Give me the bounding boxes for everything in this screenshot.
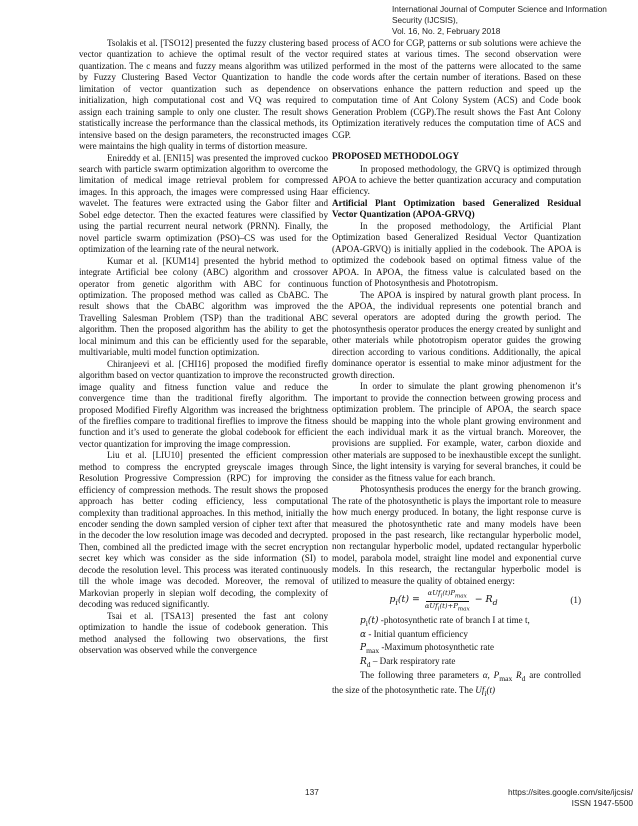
- subsection-heading: Artificial Plant Optimization based Generalized Residual Vector Quantization (APOA-GRVQ): [332, 197, 581, 220]
- paragraph: The APOA is inspired by natural growth plant process. In the APOA, the individual represents one potential branch and several operators are adopted during the growth period. The photosynthesis operator produces the energy created by sunlight and other materials while phototropism operator guides the growing direction according to various conditions. Additionally, the apical dominance operator is essential to make minor adjustment for the growth direction.: [332, 289, 581, 380]
- definition-item: $p_i(t)$ -photosynthetic rate of branch I at time t,: [360, 615, 530, 628]
- paragraph: Tsai et al. [TSA13] presented the fast ant colony optimization to handle the issue of codebook generation. This method analysed the following two observations, the first observation was observed while the convergence: [79, 610, 328, 656]
- equation-number: (1): [570, 595, 581, 606]
- definition-item: α - Initial quantum efficiency: [360, 629, 468, 641]
- footer-info: [423, 787, 633, 809]
- eq-lhs: $p_i(t)$ =: [389, 593, 420, 607]
- paragraph: Kumar et al. [KUM14] presented the hybrid method to integrate Artificial bee colony (ABC) algorithm and crossover operator from genetic algorithm with ABC for continuous optimization. The proposed method was called as CbABC. The result shows that the CbABC algorithm was improved the Travelling Salesman Problem (TSP) than the traditional ABC algorithm. Then the proposed algorithm has the ability to get the local minimum and this can be efficiently used for the separable, multivariable, multi model function optimization.: [79, 255, 328, 358]
- paragraph: The following three parameters α, $P_{max}$ $R_d$ are controlled the size of the photosynthetic rate. The $Uf_i(t)$: [332, 670, 581, 698]
- paragraph: Chiranjeevi et al. [CHI16] proposed the modified firefly algorithm based on vector quantization to improve the reconstructed image quality and fitness function value and reduce the convergence time than the traditional firefly algorithm. The proposed Modified Firefly Algorithm was increased the brightness of the fireflies compare to traditional fireflies to improve the fitness function and it’s used to generate the global codebook for efficient vector quantization for improving the image compression.: [79, 358, 328, 449]
- equation-1: [332, 589, 581, 613]
- paragraph: Enireddy et al. [ENI15] was presented the improved cuckoo search with particle swarm optimization algorithm to overcome the limitation of medical image retrieval problem for compressed images. In this approach, the images were compressed using Haar wavelet. The features were extracted using the Gabor filter and Sobel edge detector. Then the exacted features were classified by using the partial recurrent neural network (PRNN). Finally, the novel particle swarm optimization (PSO)–CS was used for the optimization of the learning rate of the neural network.: [79, 152, 328, 255]
- paragraph: process of ACO for CGP, patterns or sub solutions were achieve the required states at various times. The second observation were performed in the most of the patterns were allocated to the same code words after the certain number of iterations. Based on these observations enhance the pattern reduction and speed up the computation time of Ant Colony System (ACS) and Code book Generation Problem (CGP).The result shows the Fast Ant Colony Optimization iteratively reduces the computation time of ACS and CGP.: [332, 38, 581, 140]
- section-heading: PROPOSED METHODOLOGY: [332, 151, 460, 162]
- paragraph: Photosynthesis produces the energy for the branch growing. The rate of the photosynthetic is plays the important role to measure how much energy produced. In botany, the light response curve is measured the photosynthetic rate and many models have been proposed in the past research, like rectangular hyperbolic model, non rectangular hyperbolic model, updated rectangular hyperbolic model, parabola model, straight line model and exponential curve models. In this research, the rectangular hyperbolic model is utilized to measure the quality of obtained energy:: [332, 484, 581, 586]
- paragraph: In proposed methodology, the GRVQ is optimized through APOA to achieve the better quantization accuracy and computation efficiency.: [332, 163, 581, 197]
- footer-url: https://sites.google.com/site/ijcsis/: [508, 787, 633, 797]
- eq-fraction: $\frac{\alpha Uf_i(t)P_{max}}{\alpha Uf_i(t)+P_{max}}$: [424, 589, 470, 613]
- journal-volume: Vol. 16, No. 2, February 2018: [392, 26, 501, 36]
- left-column: [79, 38, 328, 656]
- paragraph: In order to simulate the plant growing phenomenon it’s important to provide the connection between growing process and optimization problem. The principle of APOA, the search space should be mapping into the whole plant growing environment and the each individual mark it as the virtual branch. Moreover, the provisions are supplied. For example, water, carbon dioxide and other materials are supposed to be inexhaustible except the sunlight. Since, the light intensity is varying for several branches, it could be consider as the fitness value for each branch.: [332, 381, 581, 483]
- definition-item: $R_d$ – Dark respiratory rate: [360, 656, 456, 669]
- journal-header: [392, 4, 632, 37]
- page-number: 137: [305, 787, 319, 797]
- paragraph: Liu et al. [LIU10] presented the efficient compression method to compress the encrypted greyscale images through Resolution Progressive Compression (RPC) for improving the efficiency of compression methods. The result shows the proposed approach has better coding efficiency, less computational complexity than traditional approaches. In this method, initially the encoder sending the down sampled version of cipher text after that in the decoder the low resolution image was decoded and decrypted. Then, combined all the predicted image with the secret encryption secret key which was consider as the side information (SI) to decode the resolution level. This process was iterated continuously till the whole image was decoded. Moreover, the removal of Markovian properly in slepian wolf decoding, the complexity of decoding was reduced significantly.: [79, 450, 328, 610]
- eq-minus-term: − $R_d$: [474, 593, 498, 607]
- paragraph: In the proposed methodology, the Artificial Plant Optimization based Generalized Residual Vector Quantization (APOA-GRVQ) is initially applied in the codebook. The APOA is optimized the codebook based on optimal fitness value of the APOA. In APOA, the fitness value is calculated based on the function of Photosynthesis and Phototropism.: [332, 220, 581, 289]
- definition-item: $P_{max}$ -Maximum photosynthetic rate: [360, 641, 495, 655]
- paragraph: Tsolakis et al. [TSO12] presented the fuzzy clustering based vector quantization to achieve the optimal result of the vector quantization. The c means and fuzzy means algorithm was utilized by Fuzzy Clustering Based Vector Quantization to handle the limitation of vector quantization such as dependence on initialization, high computational cost and VQ was required to assign each training sample to only one cluster. The result shows statistically increase the performance than the classical methods, its intensive based on the design parameters, the reconstructed images were maintains the high quality in terms of distortion measure.: [79, 38, 328, 152]
- journal-title: International Journal of Computer Science and Information Security (IJCSIS),: [392, 4, 607, 25]
- right-column: [332, 38, 581, 699]
- footer-issn: ISSN 1947-5500: [571, 798, 633, 808]
